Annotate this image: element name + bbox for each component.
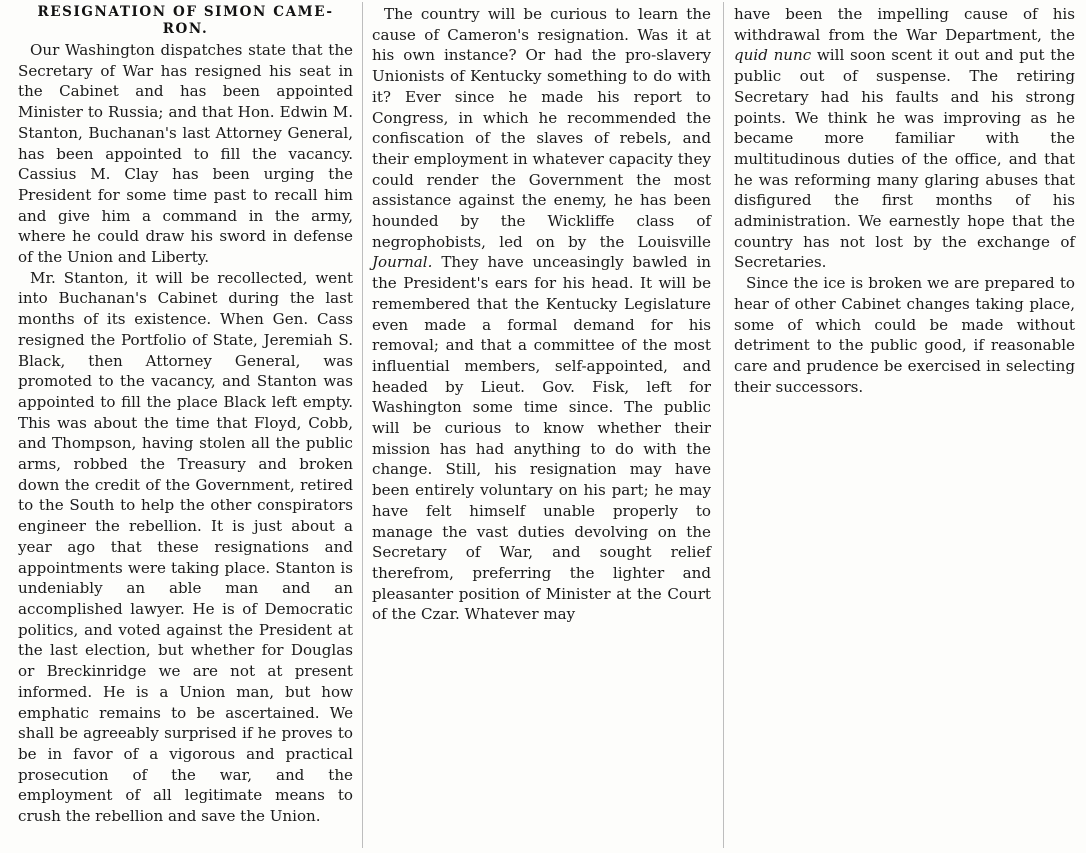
column-2 <box>372 4 711 625</box>
paragraph-continuation-part-2: will soon scent it out and put the public out of suspense. The retiring Secretary had his faults and his strong points. We think he was improving as he became more familiar with the multitudinous duties of the office, and that he was reforming many glaring abuses that disfigured the first months of his administration. We earnestly hope that the country has not lost by the exchange of Secretaries. <box>734 46 1075 272</box>
paragraph-stanton: Mr. Stanton, it will be recollected, went into Buchanan's Cabinet during the last months of its existence. When Gen. Cass resigned the Portfolio of State, Jeremiah S. Black, then Attorney General, was promoted to the vacancy, and Stanton was appointed to fill the place Black left empty. This was about the time that Floyd, Cobb, and Thompson, having stolen all the public arms, robbed the Treasury and broken down the credit of the Government, retired to the South to help the other conspirators engineer the rebellion. It is just about a year ago that these resignations and appointments were taking place. Stanton is undeniably an able man and an accomplished lawyer. He is of Democratic politics, and voted against the President at the last election, but whether for Douglas or Breckinridge we are not at present informed. He is a Union man, but how emphatic remains to be ascertained. We shall be agreeably surprised if he proves to be in favor of a vigorous and practical prosecution of the war, and the employment of all legitimate means to crush the rebellion and save the Union. <box>18 268 353 826</box>
paragraph-cause-part-2: They have unceasingly bawled in the President's ears for his head. It will be remembered that the Kentucky Legislature even made a formal demand for his removal; and that a committee of the most influential members, self-appointed, and headed by Lieut. Gov. Fisk, left for Washington some time since. The public will be curious to know whether their mission has had anything to do with the change. Still, his resignation may have been entirely voluntary on his part; he may have felt himself unable properly to manage the vast duties devolving on the Secretary of War, and sought relief therefrom, preferring the lighter and pleasanter position of Minister at the Court of the Czar. Whatever may <box>372 253 711 624</box>
paragraph-continuation-part-1: have been the impelling cause of his withdrawal from the War Department, the <box>734 5 1075 44</box>
paragraph-dispatch: Our Washington dispatches state that the Secretary of War has resigned his seat in the Cabinet and has been appointed Minister to Russia; and that Hon. Edwin M. Stanton, Buchanan's last Attorney General, has been appointed to fill the vacancy. Cassius M. Clay has been urging the President for some time past to recall him and give him a command in the army, where he could draw his sword in defense of the Union and Liberty. <box>18 41 353 267</box>
article-headline <box>18 4 353 38</box>
column-1 <box>18 4 353 827</box>
paragraph-cabinet-changes: Since the ice is broken we are prepared to hear of other Cabinet changes taking place, some of which could be made without detriment to the public good, if reasonable care and prudence be exercised in selecting their successors. <box>734 274 1075 396</box>
column-rule-right <box>723 2 724 848</box>
paragraph-continuation <box>734 4 1075 273</box>
paragraph-cause <box>372 4 711 625</box>
quid-nunc-phrase: quid nunc <box>734 46 812 65</box>
journal-name: Journal. <box>372 253 433 272</box>
headline-line-2: RON. <box>162 21 209 37</box>
headline-line-1: RESIGNATION OF SIMON CAME- <box>37 4 334 20</box>
column-rule-left <box>362 2 363 848</box>
paragraph-cause-part-1: The country will be curious to learn the cause of Cameron's resignation. Was it at his own instance? Or had the pro-slavery Unionists of Kentucky something to do with it? Ever since he made his report to Congress, in which he recommended the confiscation of the slaves of rebels, and their employment in whatever capacity they could render the Government the most assistance against the enemy, he has been hounded by the Wickliffe class of negrophobists, led on by the Louisville <box>372 5 711 251</box>
column-3 <box>734 4 1075 397</box>
